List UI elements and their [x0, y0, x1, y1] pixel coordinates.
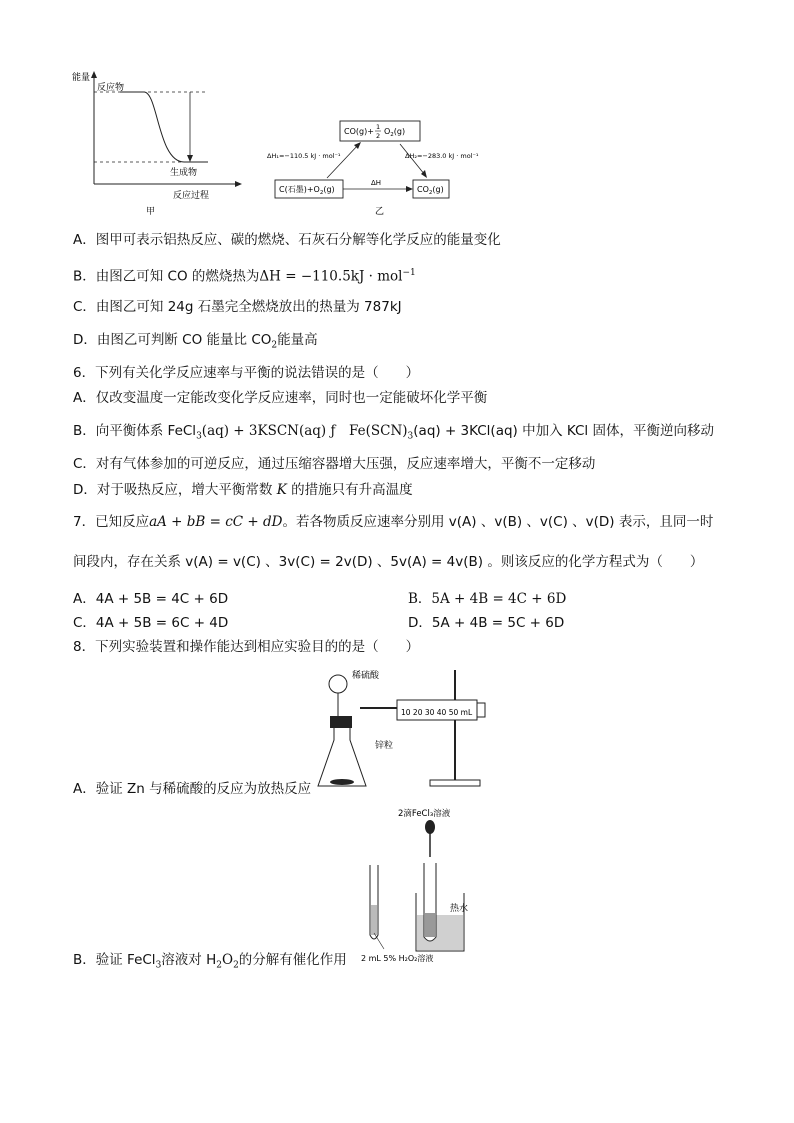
q8-option-b: B．验证 FeCl$_3$溶液对 $H_2O_2$的分解有催化作用 [73, 952, 347, 971]
co2-box-text: CO [417, 185, 429, 194]
svg-text:CO2(g): $CO_2(g)$ [417, 185, 444, 196]
q7-option-a: A．4A + 5B = 4C + 6D [73, 591, 229, 607]
co-frac-den: 2 [376, 132, 381, 140]
q6-option-a: A．仅改变温度一定能改变化学反应速率，同时也一定能破坏化学平衡 [73, 390, 488, 406]
dh2-label: ΔH₂=−283.0 kJ · mol⁻¹ [405, 152, 479, 160]
hot-water-label: 热水 [450, 904, 469, 914]
y-axis-label: 能量 [72, 73, 91, 83]
q6-stem: 6．下列有关化学反应速率与平衡的说法错误的是（ ） [73, 365, 420, 381]
q7-stem-line1: 7．已知反应aA + bB = cC + dD。若各物质反应速率分别用 v(A) 、v(B) 、v(C) 、v(D) 表示，且同一时 [73, 514, 714, 530]
reactants-label: 反应物 [97, 83, 125, 93]
svg-text:C(石墨)+O2(g): C(石墨)$+O_2(g)$ [279, 185, 335, 196]
x-axis-label: 反应过程 [173, 191, 210, 201]
c-box-text: C(石墨)+O [279, 185, 320, 194]
figure-caption-jia: 甲 [146, 207, 156, 217]
dh1-label: ΔH₁=−110.5 kJ · mol⁻¹ [267, 152, 341, 160]
co-frac-num: 1 [376, 123, 381, 131]
apparatus-a-flask-syringe [312, 668, 502, 798]
q5-option-d: D．由图乙可判断 CO 能量比 $CO_2$能量高 [73, 332, 318, 351]
q7-stem-line2: 间段内，存在关系 v(A) = v(C) 、3v(C) = 2v(D) 、5v(A) = 4v(B) 。则该反应的化学方程式为（ ） [73, 554, 704, 570]
energy-diagram-jia [70, 68, 250, 218]
syringe-scale: 10 20 30 40 50 mL [401, 708, 473, 717]
svg-text:O2(g): $O_2(g)$ [384, 127, 406, 138]
dh-label: ΔH [371, 179, 382, 187]
co-box-text: CO(g)+ [344, 127, 374, 136]
q7-option-d: D．5A + 4B = 5C + 6D [408, 615, 565, 631]
q6-option-d: D．对于吸热反应，增大平衡常数 K 的措施只有升高温度 [73, 482, 413, 498]
zinc-label: 锌粒 [375, 741, 394, 751]
fecl3-drops-label: 2滴FeCl₃溶液 [398, 809, 451, 819]
q7-option-b: B．5A + 4B = 4C + 6D [408, 591, 567, 607]
q6-option-c: C．对有气体参加的可逆反应，通过压缩容器增大压强，反应速率增大，平衡不一定移动 [73, 456, 596, 472]
q8-stem: 8．下列实验装置和操作能达到相应实验目的的是（ ） [73, 639, 420, 655]
figure-caption-yi: 乙 [375, 207, 385, 217]
h2o2-label: 2 mL 5% H₂O₂溶液 [361, 954, 434, 963]
enthalpy-cycle-yi [265, 118, 505, 218]
svg-text:CO(g)+ [344, 127, 374, 136]
q5-option-b: B．由图乙可知 CO 的燃烧热为ΔH = −110.5kJ · mol$^{-1}$ [73, 268, 416, 285]
q8-option-a: A．验证 Zn 与稀硫酸的反应为放热反应 [73, 781, 312, 797]
acid-label: 稀硫酸 [352, 671, 380, 681]
apparatus-b-test-tubes [360, 805, 500, 965]
q6-option-b: B．向平衡体系 FeCl$_3$(aq) + 3KSCN(aq) ƒ $Fe(SCN)_3(aq) + 3KCl(aq)$ 中加入 KCl 固体，平衡逆向移动 [73, 423, 714, 442]
q5-option-c: C．由图乙可知 24g 石墨完全燃烧放出的热量为 787kJ [73, 299, 402, 315]
q5-option-a: A．图甲可表示铝热反应、碳的燃烧、石灰石分解等化学反应的能量变化 [73, 232, 501, 248]
products-label: 生成物 [170, 168, 198, 178]
q7-option-c: C．4A + 5B = 6C + 4D [73, 615, 229, 631]
